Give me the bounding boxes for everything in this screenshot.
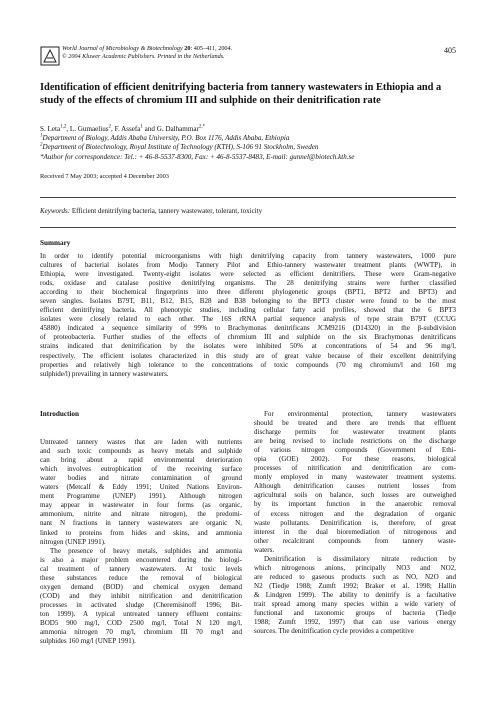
author-affiliation-mark: 1,2 [60, 124, 67, 130]
summary-heading: Summary [40, 239, 71, 247]
text-line: of various nitrogen compounds (Government of Ethi- [254, 446, 456, 455]
page-number: 405 [444, 46, 456, 55]
author-name: S. Leta [40, 125, 61, 133]
text-line: other recalcitrant compounds from tannery waste- [254, 536, 456, 545]
text-line: sources. The denitrification cycle provides a competitive [254, 627, 414, 636]
text-line: For environmental protection, tannery wastewaters [264, 410, 456, 418]
summary-paragraph [40, 252, 456, 379]
text-line: seven singles. Isolates B79T, B11, B12, B15, B28 and B38 belonging to the BPT3 cluster were found to be the most [40, 297, 456, 306]
keywords-label: Keywords: [40, 207, 71, 215]
journal-name: World Journal of Microbiology & Biotechnology [62, 45, 183, 52]
left-column-body [40, 438, 242, 646]
affiliation-2: $^2$Department of Biotechnology, Royal Institute of Technology (KTH), S-106 91 Stockholm, Sweden [40, 143, 319, 152]
text-line: N2 (Tiedje 1988; Zumft 1992; Braker et al. 1998; Hallin [254, 581, 456, 590]
author-name: L. Gumaelius [69, 125, 109, 133]
copyright-line: © 2004 Kluwer Academic Publishers. Printed in the Netherlands. [62, 53, 225, 60]
author-affiliation-mark: 2,* [198, 124, 206, 130]
text-line: ammonium, nitrite and nitrate nitrogen), the predomi- [40, 510, 242, 519]
text-line: cultures of bacterial isolates from Modjo Tannery Pilot and Ethio-tannery wastewater treatment plants (WWTP), in [40, 261, 456, 270]
text-line: cal treatment of tannery wastewaters. At toxic levels [40, 564, 242, 573]
author-affiliation-mark: 1 [140, 124, 143, 130]
text-line: functional and taxonomic groups of bacteria (Tiedje [254, 609, 456, 618]
text-line: The presence of heavy metals, sulphides and ammonia [50, 546, 242, 555]
text-line: is also a major problem encountered during the biologi- [40, 555, 242, 564]
text-line: sulphide/l) prevailing in tannery wastewaters. [40, 369, 169, 378]
text-line: water bodies and nitrate contamination of ground [40, 474, 242, 483]
right-column [254, 410, 456, 636]
journal-pages: : 405–411, 2004. [190, 45, 233, 52]
text-line: opia (GOE) 2002). For these reasons, biological [254, 455, 456, 464]
right-column-body [254, 410, 456, 636]
author-list: S. Leta$^{1,2}$, L. Gumaelius$^2$, F. Assefa$^1$ and G. Dalhammar$^{2,*}$ [40, 124, 206, 133]
text-line: ton 1999). A typical untreated tannery effluent contains: [40, 609, 242, 618]
author-block [40, 125, 470, 162]
text-line: processes of nitrification and denitrification are com- [254, 464, 456, 473]
text-line: of proteobacteria. Further studies of the effects of chromium III and sulphide on the six Brachymonas denitrificans [40, 333, 456, 342]
text-line: linked to proteins from hides and skins, and ammonia [40, 528, 242, 537]
introduction-heading: Introduction [40, 410, 80, 418]
author-name: G. Dalhammar [156, 125, 199, 133]
text-line: agricultural soils on balance, such losses are outweighed [254, 491, 456, 500]
text-line: nant N fractions in tannery wastewaters are organic N, [40, 519, 242, 528]
text-line: according to their biochemical fingerprints into three different phylogenetic groups (BPT1, BPT2 and BPT3) and [40, 288, 456, 297]
text-line: properties and relatively high tolerance to the concentrations of toxic compounds (70 mg chromium/l and 160 mg [40, 360, 456, 369]
text-line: trait spread among many species within a wide variety of [254, 599, 456, 608]
correspondence-line: *Author for correspondence: Tel.: + 46-8-5537-8300, Fax: + 46-8-5537-8483, E-mail: gunnel@biotech.kth.se [40, 152, 355, 161]
text-line: discharge permits for wastewater treatment plants [254, 428, 456, 437]
author-affiliation-mark: 2 [108, 124, 112, 130]
journal-header [62, 45, 392, 61]
author-name: F. Assefa [114, 125, 141, 133]
text-line: these substances reduce the removal of biological [40, 573, 242, 582]
left-column [40, 410, 242, 646]
text-line: should be treated and there are trends that effluent [254, 419, 456, 428]
text-line: may appear in wastewater in four forms (as organic, [40, 501, 242, 510]
text-line: can bring about a rapid environmental deterioration [40, 456, 242, 465]
text-line: waste pollutants. Denitrification is, therefore, of great [254, 518, 456, 527]
text-line: BOD5 900 mg/l, COD 2500 mg/l, Total N 120 mg/l, [40, 618, 242, 627]
text-line: processes in activated sludge (Cheremisinoff 1996; Bit- [40, 600, 242, 609]
text-line: waters (Metcalf & Eddy 1991; United Nations Environ- [40, 483, 242, 492]
text-line: are being revised to include restrictions on the discharge [254, 437, 456, 446]
received-dates: Received 7 May 2003; accepted 4 December 2003 [40, 173, 170, 180]
text-line: and such toxic compounds as heavy metals and sulphide [40, 447, 242, 456]
text-line: nitrogen (UNEP 1991). [40, 537, 106, 546]
text-line: Ethiopia, were investigated. Twenty-eight isolates were selected as efficient denitrifiers. These were Gram-negative [40, 270, 456, 279]
text-line: efficient denitrifying bacteria. All phenotypic studies, including cellular fatty acid profiles, showed that the 6 BPT3 [40, 306, 456, 315]
text-line: ammonia nitrogen 70 mg/l, chromium III 70 mg/l and [40, 628, 242, 637]
text-line: & Lindgren 1999). The ability to denitrify is a facultative [254, 590, 456, 599]
text-line: Denitrification is dissimilatory nitrate reduction by [264, 554, 456, 563]
journal-volume: 20 [184, 45, 191, 52]
text-line: which involves eutrophication of the receiving surface [40, 465, 242, 474]
affiliation-1: $^1$Department of Biology, Addis Ababa University, P.O. Box 1176, Addis Ababa, Ethiopia [40, 133, 290, 143]
text-line: strains indicated that denitrification by the isolates were inhibited 50% at concentrations of 54 and 96 mg/l, [40, 342, 456, 351]
text-line: In order to identify potential microorganisms with high denitrifying capacity from tannery wastewaters, 1000 pure [40, 252, 456, 260]
text-line: 1988; Zumft 1992, 1997) that can use various energy [254, 618, 456, 627]
text-line: isolates were closely related to each other. The 16S rRNA partial sequence analysis of type strain B79T (CCUG [40, 315, 456, 324]
divider-top [40, 197, 456, 198]
text-line: which nitrogenous anions, principally NO3 and NO2, [254, 563, 456, 572]
text-line: oxygen demand (BOD) and chemical oxygen demand [40, 582, 242, 591]
keywords-text: Efficient denitrifying bacteria, tannery wastewater, tolerant, toxicity [71, 207, 263, 215]
text-line: are reduced to gaseous products such as NO, N2O and [254, 572, 456, 581]
text-line: ment Programme (UNEP) 1991). Although nitrogen [40, 492, 242, 501]
text-line: (COD) and they inhibit nitrification and denitrification [40, 591, 242, 600]
divider-bottom [40, 227, 456, 228]
text-line: rods, oxidase and catalase positive denitrifying organisms. The 28 denitrifying strains were further classified [40, 279, 456, 288]
text-line: interest in the dual bioremediation of nitrogenous and [254, 527, 456, 536]
text-line: respectively. The efficient isolates characterized in this study are of great value because of their excellent denitrifying [40, 351, 456, 360]
text-line: by its important function in the anaerobic removal [254, 500, 456, 509]
keywords-line [40, 207, 262, 215]
text-line: sulphides 160 mg/l (UNEP 1991). [40, 637, 136, 646]
text-line: monly employed in many wastewater treatment systems. [254, 473, 456, 482]
text-line: of excess nitrogen and the degradation of organic [254, 509, 456, 518]
text-line: Although denitrification causes nutrient losses from [254, 482, 456, 491]
article-title: Identification of efficient denitrifying bacteria from tannery wastewaters in Ethiopia and a study of the effects of chromium III and sulphide on their denitrification rate [40, 82, 442, 106]
text-line: waters. [254, 545, 275, 554]
publisher-logo-icon [40, 46, 60, 66]
text-line: Untreated tannery wastes that are laden with nutrients [40, 438, 242, 447]
text-line: 45880) indicated a sequence similarity of 99% to Brachymonas denitrificans JCM9216 (D14320) in the β-subdivision [40, 324, 456, 333]
